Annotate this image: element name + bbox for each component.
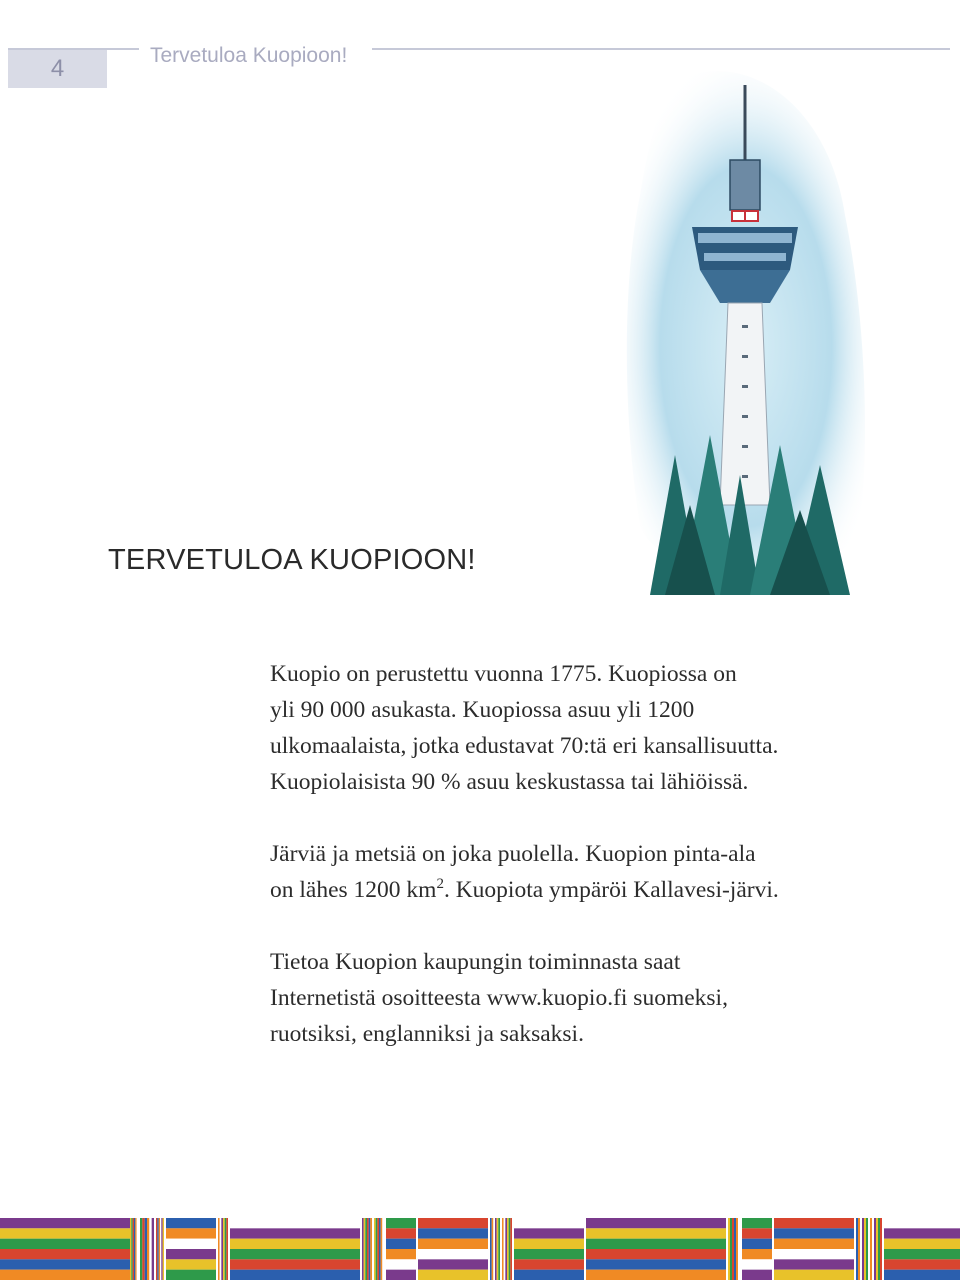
text-line: . Kuopiota ympäröi Kallavesi-järvi. — [443, 877, 779, 903]
stripe-segment — [418, 1259, 488, 1269]
stripe-segment — [862, 1218, 864, 1280]
stripe-segment — [135, 1218, 136, 1280]
stripe-segment — [160, 1218, 161, 1280]
stripe-segment — [362, 1218, 364, 1280]
stripe-segment — [730, 1218, 732, 1280]
stripe-segment — [230, 1259, 360, 1269]
stripe-segment — [514, 1270, 584, 1280]
stripe-segment — [884, 1270, 960, 1280]
text-line: Internetistä osoitteesta www.kuopio.fi suomeksi, — [270, 985, 728, 1011]
stripe-segment — [166, 1259, 216, 1269]
page-number: 4 — [50, 55, 65, 82]
stripe-segment — [149, 1218, 151, 1280]
stripe-segment — [876, 1218, 878, 1280]
stripe-segment — [230, 1218, 360, 1228]
stripe-segment — [370, 1218, 372, 1280]
stripe-segment — [864, 1218, 866, 1280]
stripe-segment — [230, 1228, 360, 1238]
stripe-segment — [504, 1218, 506, 1280]
stripe-segment — [156, 1218, 157, 1280]
stripe-segment — [223, 1218, 225, 1280]
header-rule — [107, 48, 139, 50]
stripe-segment — [418, 1270, 488, 1280]
stripe-segment — [140, 1218, 142, 1280]
stripe-segment — [514, 1228, 584, 1238]
stripe-segment — [586, 1218, 726, 1228]
stripe-segment — [742, 1249, 772, 1259]
superscript: 2 — [436, 876, 444, 893]
stripe-segment — [774, 1270, 854, 1280]
stripe-segment — [586, 1270, 726, 1280]
stripe-segment — [166, 1228, 216, 1238]
stripe-segment — [226, 1218, 228, 1280]
stripe-segment — [418, 1239, 488, 1249]
main-heading: TERVETULOA KUOPIOON! — [108, 544, 476, 576]
stripe-segment — [505, 1218, 507, 1280]
stripe-segment — [510, 1218, 512, 1280]
stripe-segment — [131, 1218, 132, 1280]
stripe-segment — [880, 1218, 882, 1280]
stripe-segment — [163, 1218, 164, 1280]
stripe-segment — [0, 1228, 130, 1238]
stripe-segment — [492, 1218, 494, 1280]
stripe-segment — [774, 1218, 854, 1228]
text-line: Kuopiolaisista 90 % asuu keskustassa tai lähiöissä. — [270, 769, 749, 795]
stripe-segment — [0, 1218, 130, 1228]
antenna-section — [730, 160, 760, 210]
stripe-segment — [514, 1249, 584, 1259]
stripe-segment — [386, 1228, 416, 1238]
stripe-segment — [377, 1218, 379, 1280]
running-title: Tervetuloa Kuopioon! — [150, 44, 348, 67]
body-text — [270, 656, 870, 1088]
stripe-segment — [0, 1249, 130, 1259]
stripe-segment — [418, 1228, 488, 1238]
text-line: ruotsiksi, englanniksi ja saksaksi. — [270, 1021, 584, 1047]
puijo-tower-illustration — [620, 55, 870, 600]
stripe-segment — [586, 1259, 726, 1269]
stripe-segment — [386, 1218, 416, 1228]
text-line: on lähes 1200 km — [270, 877, 437, 903]
stripe-segment — [137, 1218, 138, 1280]
stripe-segment — [860, 1218, 862, 1280]
stripe-segment — [367, 1218, 369, 1280]
stripe-segment — [369, 1218, 371, 1280]
stripe-segment — [221, 1218, 223, 1280]
stripe-segment — [365, 1218, 367, 1280]
paragraph-website — [270, 944, 870, 1052]
stripe-segment — [166, 1218, 216, 1228]
stripe-segment — [225, 1218, 227, 1280]
stripe-segment — [418, 1249, 488, 1259]
stripe-segment — [884, 1228, 960, 1238]
stripe-segment — [514, 1218, 584, 1228]
stripe-segment — [884, 1259, 960, 1269]
stripe-segment — [742, 1218, 772, 1228]
text-line: Kuopio on perustettu vuonna 1775. Kuopiossa on — [270, 661, 737, 687]
stripe-segment — [490, 1218, 492, 1280]
tower-shaft — [720, 303, 770, 505]
stripe-segment — [418, 1218, 488, 1228]
stripe-segment — [884, 1239, 960, 1249]
stripe-segment — [774, 1239, 854, 1249]
stripe-segment — [218, 1218, 220, 1280]
stripe-segment — [502, 1218, 504, 1280]
text-line: Tietoa Kuopion kaupungin toiminnasta saat — [270, 949, 681, 975]
stripe-segment — [142, 1218, 144, 1280]
stripe-segment — [856, 1218, 858, 1280]
stripe-segment — [734, 1218, 736, 1280]
stripe-segment — [495, 1218, 497, 1280]
text-line: ulkomaalaista, jotka edustavat 70:tä eri kansallisuutta. — [270, 733, 779, 759]
stripe-segment — [858, 1218, 860, 1280]
stripe-segment — [586, 1228, 726, 1238]
stripe-segment — [386, 1239, 416, 1249]
stripe-segment — [0, 1239, 130, 1249]
stripe-segment — [884, 1218, 960, 1228]
stripe-segment — [586, 1249, 726, 1259]
stripe-segment — [742, 1239, 772, 1249]
stripe-segment — [133, 1218, 134, 1280]
stripe-segment — [872, 1218, 874, 1280]
stripe-segment — [732, 1218, 734, 1280]
stripe-segment — [736, 1218, 738, 1280]
stripe-segment — [382, 1218, 384, 1280]
paragraph-nature — [270, 836, 870, 908]
stripe-segment — [586, 1239, 726, 1249]
decorative-stripe-band — [0, 1218, 960, 1280]
stripe-segment — [134, 1218, 135, 1280]
stripe-segment — [878, 1218, 880, 1280]
stripe-segment — [157, 1218, 158, 1280]
stripe-segment — [514, 1239, 584, 1249]
stripe-segment — [166, 1270, 216, 1280]
stripe-segment — [514, 1259, 584, 1269]
stripe-segment — [742, 1228, 772, 1238]
stripe-segment — [152, 1218, 154, 1280]
stripe-segment — [230, 1270, 360, 1280]
stripe-segment — [374, 1218, 376, 1280]
text-line: Järviä ja metsiä on joka puolella. Kuopion pinta-ala — [270, 841, 756, 867]
stripe-segment — [507, 1218, 509, 1280]
stripe-segment — [0, 1270, 130, 1280]
stripe-segment — [738, 1218, 740, 1280]
stripe-segment — [166, 1249, 216, 1259]
page-number-box — [8, 48, 107, 88]
stripe-segment — [386, 1259, 416, 1269]
stripe-segment — [493, 1218, 495, 1280]
stripe-segment — [742, 1270, 772, 1280]
stripe-segment — [870, 1218, 872, 1280]
stripe-segment — [509, 1218, 511, 1280]
stripe-segment — [130, 1218, 131, 1280]
stripe-segment — [147, 1218, 149, 1280]
stripe-segment — [874, 1218, 876, 1280]
stripe-segment — [381, 1218, 383, 1280]
stripe-segment — [774, 1228, 854, 1238]
stripe-segment — [166, 1239, 216, 1249]
stripe-segment — [220, 1218, 222, 1280]
stripe-segment — [774, 1249, 854, 1259]
stripe-segment — [0, 1259, 130, 1269]
stripe-segment — [774, 1259, 854, 1269]
paragraph-intro — [270, 656, 870, 800]
stripe-segment — [866, 1218, 868, 1280]
stripe-segment — [728, 1218, 730, 1280]
stripe-segment — [230, 1239, 360, 1249]
stripe-segment — [386, 1249, 416, 1259]
stripe-segment — [497, 1218, 499, 1280]
stripe-segment — [161, 1218, 162, 1280]
stripe-segment — [742, 1259, 772, 1269]
stripe-segment — [884, 1249, 960, 1259]
stripe-segment — [230, 1249, 360, 1259]
stripe-segment — [379, 1218, 381, 1280]
stripe-segment — [145, 1218, 147, 1280]
stripe-segment — [386, 1270, 416, 1280]
text-line: yli 90 000 asukasta. Kuopiossa asuu yli 1200 — [270, 697, 695, 723]
header-rule — [372, 48, 950, 50]
stripe-segment — [364, 1218, 366, 1280]
stripe-segment — [498, 1218, 500, 1280]
stripe-segment — [159, 1218, 160, 1280]
stripe-segment — [376, 1218, 378, 1280]
